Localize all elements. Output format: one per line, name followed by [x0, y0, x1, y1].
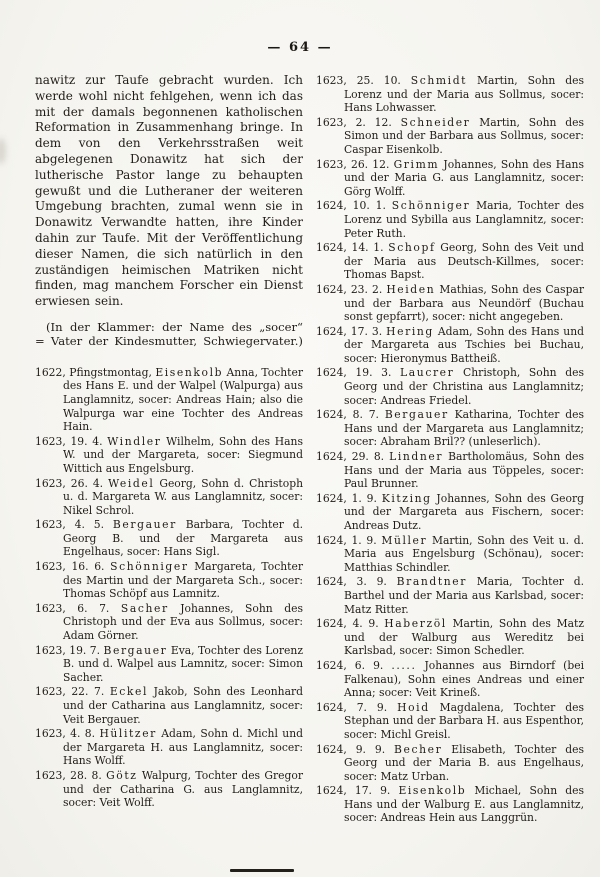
entry-date: 1623, 25. 10.	[316, 74, 401, 87]
baptism-entry	[316, 534, 584, 575]
entry-surname: Eisenkolb	[398, 784, 467, 798]
entry-text: Johannes, Sohn des Christoph und der Eva aus Sollmus, socer: Adam Görner.	[63, 601, 304, 643]
entry-surname: Heiden	[386, 282, 436, 296]
baptism-entry	[316, 158, 584, 199]
entry-surname: Schmidt	[410, 74, 468, 87]
entry-text: Mathias, Sohn des Caspar und der Barbara aus Neundörf (Buchau sonst gepfarrt), socer: nicht angegeben.	[344, 282, 584, 324]
entry-text: Wilhelm, Sohn des Hans W. und der Margareta, socer: Siegmund Wittich aus Engelsburg.	[63, 434, 303, 475]
entry-text: Margareta, Tochter des Martin und der Margareta Sch., socer: Thomas Schöpf aus Lamnitz.	[63, 560, 303, 601]
entry-date: 1624, 6. 9.	[316, 658, 384, 672]
entry-text: Johannes aus Birndorf (bei Falkenau), Sohn eines Andreas und einer Anna; socer: Veit Krineß.	[344, 658, 585, 700]
intro-paragraph: nawitz zur Taufe gebracht wurden. Ich werde wohl nicht fehlgehen, wenn ich das mit der damals begonnenen katholischen Reformation in Zusammenhang bringe. In dem von den Verkehrsstraßen weit abgelegenen Donawitz hat sich der lutherische Pastor lange zu behaupten gewußt und die Lutheraner der weiteren Umgebung brachten, zumal wenn sie in Donawitz Verwandte hatten, ihre Kinder dahin zur Taufe. Mit der Veröffentlichung dieser Namen, die sich natürlich in den zuständigen heimischen Matriken nicht finden, mag manchem Forscher ein Dienst erwiesen sein.	[35, 73, 303, 309]
baptism-entry	[316, 784, 584, 825]
entry-text: Bartholomäus, Sohn des Hans und der Maria aus Töppeles, socer: Paul Brunner.	[344, 450, 585, 491]
baptism-entry	[316, 241, 584, 282]
entry-date: 1624, 29. 8.	[316, 450, 385, 464]
entry-surname: Schopf	[388, 241, 436, 255]
entry-text: Martin, Sohn des Veit u. d. Maria aus Engelsburg (Schönau), socer: Matthias Schindler.	[344, 533, 584, 574]
entry-surname: Bergauer	[384, 408, 449, 422]
scan-smudge	[0, 138, 6, 164]
entry-date: 1623, 28. 8.	[35, 768, 102, 782]
baptism-entry	[35, 435, 303, 476]
entry-surname: Lindner	[389, 450, 444, 464]
entry-text: Adam, Sohn des Hans und der Margareta aus Tschies bei Buchau, socer: Hieronymus Battheiß.	[344, 324, 584, 365]
baptism-entry	[316, 492, 584, 533]
entry-surname: Kitzing	[381, 491, 432, 505]
baptism-entry	[316, 283, 584, 324]
baptism-entry	[35, 685, 303, 726]
page-number: — 64 —	[267, 40, 333, 55]
entry-surname: Eckel	[109, 685, 149, 699]
entry-date: 1624, 7. 9.	[316, 700, 388, 714]
entry-date: 1624, 23. 2.	[316, 282, 383, 296]
entry-surname: Weidel	[108, 476, 155, 490]
entry-surname: Schneider	[400, 115, 471, 129]
entry-surname: Hülitzer	[99, 727, 157, 741]
entry-date: 1624, 4. 9.	[316, 617, 379, 631]
left-column	[35, 73, 303, 826]
entry-surname: Brandtner	[396, 575, 468, 589]
entry-text: Adam, Sohn d. Michl und der Margareta H. aus Langlamnitz, socer: Hans Wolff.	[63, 727, 303, 768]
entry-surname: Schönniger	[110, 560, 189, 574]
entry-surname: Sacher	[120, 601, 169, 615]
entry-surname: Bergauer	[103, 643, 168, 657]
entry-surname: Grimm	[393, 157, 440, 171]
entry-surname: Windler	[107, 434, 162, 448]
entry-surname: .....	[391, 658, 417, 672]
baptism-entry	[35, 602, 303, 643]
text-columns	[35, 73, 584, 826]
baptism-entry	[35, 560, 303, 601]
entry-date: 1624, 19. 3.	[316, 366, 392, 380]
entry-surname: Eisenkolb	[155, 365, 224, 379]
entry-date: 1622, Pfingstmontag,	[35, 365, 152, 379]
baptism-entry	[316, 617, 584, 658]
entry-text: Eva, Tochter des Lorenz B. und d. Walpel aus Lamnitz, socer: Simon Sacher.	[63, 643, 303, 684]
baptism-entry	[316, 325, 584, 366]
entry-text: Georg, Sohn des Veit und der Maria aus Deutsch-Killmes, socer: Thomas Bapst.	[344, 241, 585, 282]
entry-text: Martin, Sohn des Matz und der Walburg aus Wereditz bei Karlsbad, socer: Simon Schedler.	[344, 617, 585, 658]
entry-surname: Hering	[386, 324, 434, 338]
entry-text: Johannes, Sohn des Georg und der Margareta aus Fischern, socer: Andreas Dutz.	[344, 491, 584, 532]
entry-date: 1623, 4. 5.	[35, 518, 105, 532]
entry-text: Elisabeth, Tochter des Georg und der Maria B. aus Engelhaus, socer: Matz Urban.	[344, 742, 584, 783]
entry-text: Walpurg, Tochter des Gregor und der Catharina G. aus Langlamnitz, socer: Veit Wolff.	[63, 768, 303, 810]
baptism-entry	[35, 366, 303, 434]
entry-text: Maria, Tochter d. Barthel und der Maria aus Karlsbad, socer: Matz Ritter.	[344, 575, 585, 616]
socer-note-paragraph: (In der Klammer: der Name des „socer“ = Vater der Kindesmutter, Schwiegervater.)	[35, 319, 303, 348]
entry-date: 1624, 14. 1.	[316, 241, 384, 255]
entry-text: Martin, Sohn des Simon und der Barbara aus Sollmus, socer: Caspar Eisenkolb.	[344, 115, 584, 156]
baptism-entry	[316, 199, 584, 240]
footer-rule	[230, 869, 294, 872]
entry-date: 1623, 19. 7.	[35, 643, 101, 657]
baptism-entry	[316, 366, 584, 407]
baptism-entry	[316, 450, 584, 491]
entry-text: Magdalena, Tochter des Stephan und der Barbara H. aus Espenthor, socer: Michl Greisl.	[344, 700, 584, 741]
entry-surname: Müller	[381, 533, 428, 547]
entry-text: Michael, Sohn des Hans und der Walburg E. aus Langlamnitz, socer: Andreas Hein aus Langgrün.	[344, 784, 584, 825]
entry-date: 1624, 10. 1.	[316, 199, 386, 213]
baptism-entry	[316, 74, 584, 115]
entry-text: Anna, Tochter des Hans E. und der Walpel (Walpurga) aus Langlamnitz, socer: Andreas Hain; also die Walpurga war eine Tochter des Andreas Hain.	[63, 365, 303, 434]
right-column	[316, 73, 584, 826]
entry-date: 1624, 3. 9.	[316, 575, 387, 589]
baptism-entry	[316, 743, 584, 784]
entry-surname: Bergauer	[112, 518, 177, 532]
entry-surname: Götz	[106, 768, 138, 782]
entry-text: Barbara, Tochter d. Georg B. und der Margareta aus Engelhaus, socer: Hans Sigl.	[63, 518, 304, 559]
entry-surname: Laucrer	[400, 366, 455, 380]
entry-surname: Hoid	[397, 700, 430, 714]
entry-date: 1623, 4. 8.	[35, 727, 96, 741]
baptism-entries-right	[316, 74, 584, 825]
entry-text: Katharina, Tochter des Hans und der Margareta aus Langlamnitz; socer: Abraham Bril?? (unleserlich).	[344, 408, 584, 449]
entry-date: 1624, 9. 9.	[316, 742, 386, 756]
baptism-entries-left	[35, 366, 303, 810]
baptism-entry	[316, 575, 584, 616]
entry-date: 1623, 22. 7.	[35, 685, 105, 699]
baptism-entry	[35, 644, 303, 685]
entry-surname: Becher	[394, 742, 443, 756]
entry-date: 1624, 8. 7.	[316, 408, 379, 422]
entry-date: 1624, 1. 9.	[316, 533, 377, 547]
baptism-entry	[35, 477, 303, 518]
baptism-entry	[316, 116, 584, 157]
entry-date: 1623, 16. 6.	[35, 560, 105, 574]
entry-text: Jakob, Sohn des Leonhard und der Catharina aus Langlamnitz, socer: Veit Bergauer.	[63, 685, 303, 726]
entry-text: Maria, Tochter des Lorenz und Sybilla aus Langlamnitz, socer: Peter Ruth.	[344, 199, 585, 240]
entry-date: 1623, 19. 4.	[35, 434, 103, 448]
entry-date: 1624, 17. 3.	[316, 324, 383, 338]
baptism-entry	[35, 727, 303, 768]
entry-text: Georg, Sohn d. Christoph u. d. Margareta W. aus Langlamnitz, socer: Nikel Schrol.	[63, 476, 304, 517]
baptism-entry	[316, 408, 584, 449]
entry-text: Christoph, Sohn des Georg und der Christina aus Langlamnitz; socer: Andreas Friedel.	[344, 366, 584, 407]
entry-date: 1624, 17. 9.	[316, 784, 391, 798]
entry-date: 1624, 1. 9.	[316, 491, 377, 505]
entry-text: Martin, Sohn des Lorenz und der Maria aus Sollmus, socer: Hans Lohwasser.	[344, 74, 584, 115]
entry-date: 1623, 26. 12.	[316, 157, 390, 171]
entry-surname: Haberzöl	[384, 617, 447, 631]
baptism-entry	[316, 659, 584, 700]
entry-date: 1623, 2. 12.	[316, 115, 392, 129]
entry-date: 1623, 6. 7.	[35, 601, 110, 615]
entry-date: 1623, 26. 4.	[35, 476, 104, 490]
entry-surname: Schönniger	[391, 199, 471, 213]
baptism-entry	[35, 769, 303, 810]
baptism-entry	[316, 701, 584, 742]
baptism-entry	[35, 518, 303, 559]
entry-text: Johannes, Sohn des Hans und der Maria G. aus Langlamnitz, socer: Görg Wolff.	[344, 157, 584, 198]
